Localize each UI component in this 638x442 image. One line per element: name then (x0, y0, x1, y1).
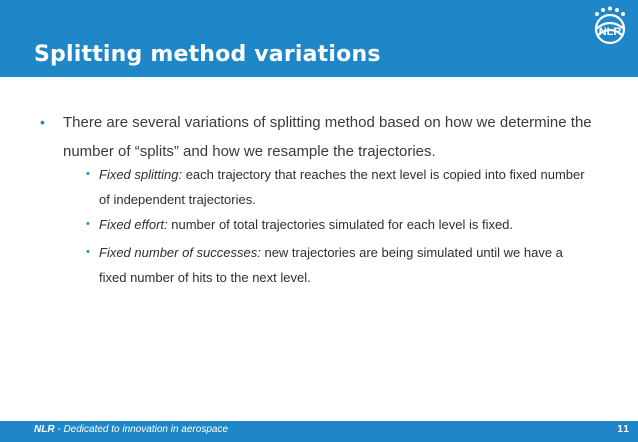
bullet-dot: • (86, 246, 90, 258)
sub-bullet-text: new trajectories are being simulated until we have a fixed number of hits to the next level. (99, 245, 563, 285)
header-bar (0, 0, 638, 77)
sub-bullet-text: number of total trajectories simulated for each level is fixed. (167, 217, 514, 232)
footer-bar (0, 421, 638, 442)
sub-bullet-term: Fixed number of successes: (99, 245, 261, 260)
footer-tagline-text: - Dedicated to innovation in aerospace (54, 424, 229, 435)
svg-text:NLR: NLR (598, 26, 622, 38)
page-number: 11 (617, 424, 630, 435)
nlr-logo-icon (587, 5, 633, 51)
bullet-dot: • (86, 168, 90, 180)
bullet-dot: • (86, 218, 90, 230)
main-bullet-text: There are several variations of splitting method based on how we determine the number of “splits” and how we resample the trajectories. (63, 114, 592, 160)
sub-bullet-text: each trajectory that reaches the next level is copied into fixed number of independent trajectories. (99, 167, 585, 207)
sub-bullet-fixed-successes (86, 240, 586, 290)
sub-bullet-fixed-effort (86, 212, 586, 237)
footer-org: NLR (34, 424, 55, 435)
bullet-dot: • (40, 114, 45, 130)
main-bullet (40, 108, 610, 166)
footer-tagline (34, 424, 228, 435)
sub-bullet-term: Fixed effort: (99, 217, 168, 232)
sub-bullet-fixed-splitting (86, 162, 586, 212)
slide-title: Splitting method variations (34, 42, 381, 67)
sub-bullet-term: Fixed splitting: (99, 167, 183, 182)
